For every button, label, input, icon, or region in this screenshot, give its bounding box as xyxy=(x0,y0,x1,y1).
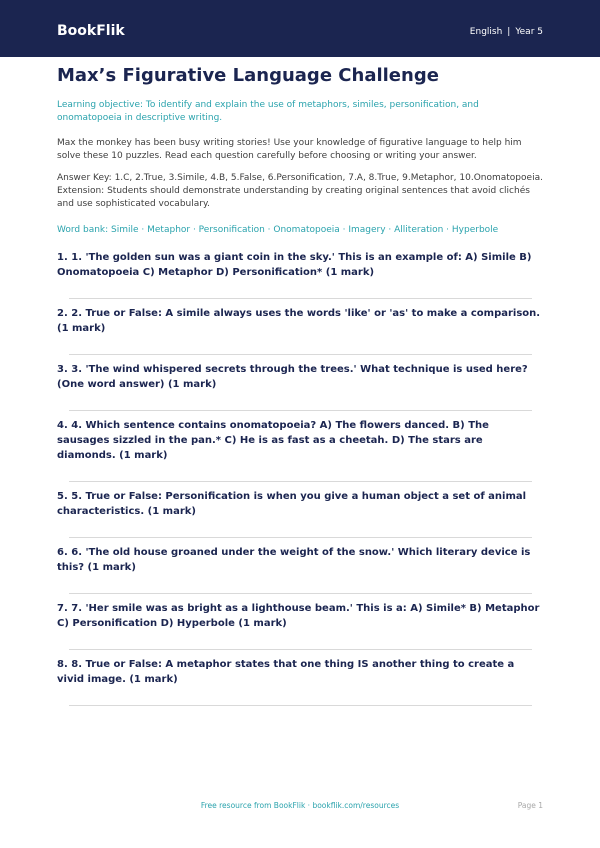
intro-text: Max the monkey has been busy writing stories! Use your knowledge of figurative language to help him solve these 10 puzzles. Read each question carefully before choosing or writing your answer. xyxy=(57,138,522,161)
page-title: Max’s Figurative Language Challenge xyxy=(57,65,439,86)
page-header xyxy=(0,0,600,57)
answer-line[interactable] xyxy=(69,463,532,482)
header-separator: | xyxy=(507,27,511,37)
answer-line[interactable] xyxy=(69,687,532,706)
answer-line[interactable] xyxy=(69,519,532,538)
question-text: 3. 3. 'The wind whispered secrets through the trees.' What technique is used here? (One word answer) (1 mark) xyxy=(57,364,528,390)
answer-line[interactable] xyxy=(69,280,532,299)
question-item xyxy=(57,306,544,362)
word-bank: Word bank: Simile · Metaphor · Personification · Onomatopoeia · Imagery · Alliteration · Hyperbole xyxy=(57,225,499,235)
question-list xyxy=(57,250,544,713)
question-item xyxy=(57,601,544,657)
answer-line[interactable] xyxy=(69,336,532,355)
question-text: 7. 7. 'Her smile was as bright as a lighthouse beam.' This is a: A) Simile* B) Metaphor C) Personification D) Hyperbole (1 mark) xyxy=(57,603,540,629)
subject-label: English xyxy=(469,27,503,37)
header-meta xyxy=(470,26,543,38)
brand-logo[interactable]: BookFlik xyxy=(57,23,125,39)
footer-text[interactable]: Free resource from BookFlik · bookflik.com/resources xyxy=(200,801,400,810)
question-text: 1. 1. 'The golden sun was a giant coin in the sky.' This is an example of: A) Simile B) Onomatopoeia C) Metaphor D) Personification* (1 mark) xyxy=(57,252,532,278)
page-number: Page 1 xyxy=(517,801,543,810)
question-text: 2. 2. True or False: A simile always uses the words 'like' or 'as' to make a comparison. (1 mark) xyxy=(57,308,541,334)
question-item xyxy=(57,250,544,306)
answer-line[interactable] xyxy=(69,631,532,650)
question-item xyxy=(57,418,544,489)
question-item xyxy=(57,362,544,418)
answer-line[interactable] xyxy=(69,575,532,594)
worksheet-content xyxy=(57,64,544,713)
question-text: 4. 4. Which sentence contains onomatopoeia? A) The flowers danced. B) The sausages sizzled in the pan.* C) He is as fast as a cheetah. D) The stars are diamonds. (1 mark) xyxy=(57,420,489,461)
answer-line[interactable] xyxy=(69,392,532,411)
question-text: 5. 5. True or False: Personification is when you give a human object a set of animal characteristics. (1 mark) xyxy=(57,491,527,517)
question-item xyxy=(57,545,544,601)
learning-objective: Learning objective: To identify and explain the use of metaphors, similes, personification, and onomatopoeia in descriptive writing. xyxy=(57,100,479,123)
question-text: 6. 6. 'The old house groaned under the weight of the snow.' Which literary device is this? (1 mark) xyxy=(57,547,531,573)
year-label: Year 5 xyxy=(515,27,543,37)
question-item xyxy=(57,657,544,713)
answer-key: Answer Key: 1.C, 2.True, 3.Simile, 4.B, 5.False, 6.Personification, 7.A, 8.True, 9.Metaphor, 10.Onomatopoeia. Extension: Students should demonstrate understanding by creating original sentences that avoid clichés and use sophisticated vocabulary. xyxy=(57,173,543,209)
question-text: 8. 8. True or False: A metaphor states that one thing IS another thing to create a vivid image. (1 mark) xyxy=(57,659,515,685)
question-item xyxy=(57,489,544,545)
